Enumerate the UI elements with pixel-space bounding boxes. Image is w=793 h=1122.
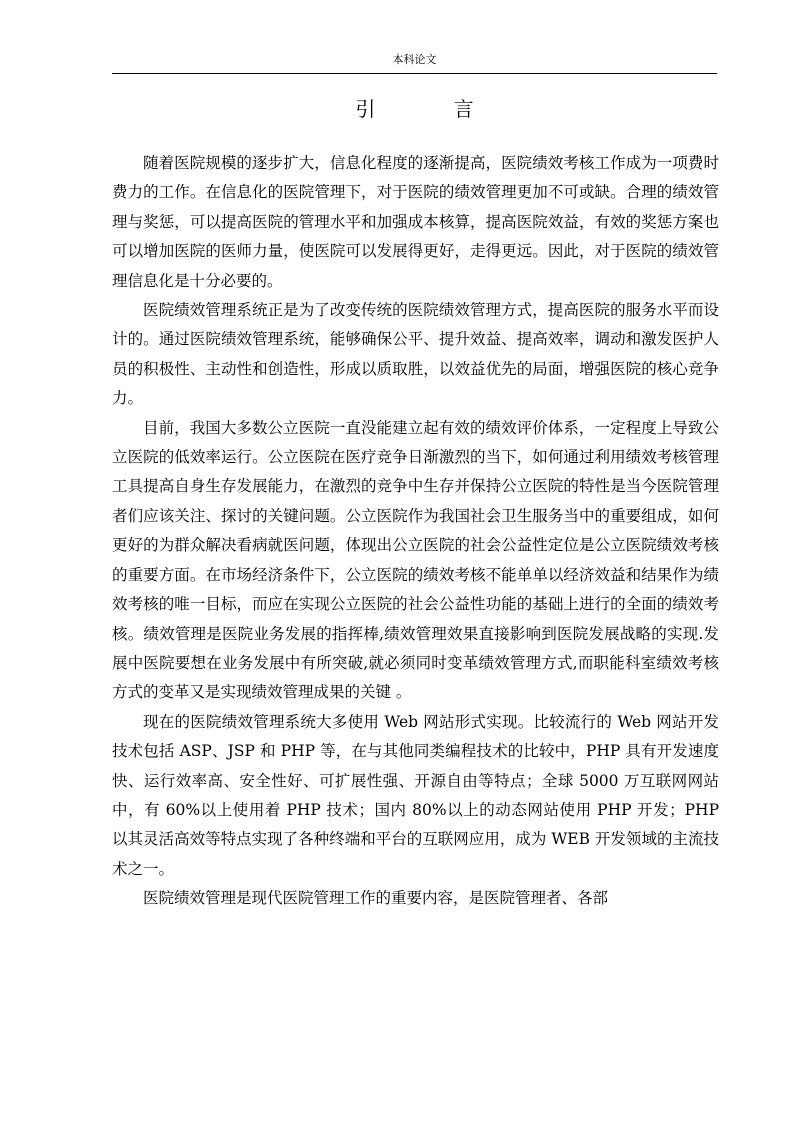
paragraph: 现在的医院绩效管理系统大多使用 Web 网站形式实现。比较流行的 Web 网站开发技术包括 ASP、JSP 和 PHP 等，在与其他同类编程技术的比较中，PHP 具有开发速度快、运行效率高、安全性好、可扩展性强、开源自由等特点；全球 5000 万互联网网站中，有 60%以上使用着 PHP 技术；国内 80%以上的动态网站使用 PHP 开发；PHP 以其灵活高效等特点实现了各种终端和平台的互联网应用，成为 WEB 开发领域的主流技术之一。 (112, 712, 719, 878)
section-title: 引 言 (355, 97, 510, 121)
body-text (112, 149, 719, 914)
paragraph: 医院绩效管理是现代医院管理工作的重要内容，是医院管理者、各部 (143, 889, 609, 908)
running-header: 本科论文 (392, 53, 437, 66)
paragraph: 医院绩效管理系统正是为了改变传统的医院绩效管理方式，提高医院的服务水平而设计的。通过医院绩效管理系统，能够确保公平、提升效益、提高效率，调动和激发医护人员的积极性、主动性和创造性，形成以质取胜，以效益优先的局面，增强医院的核心竞争力。 (112, 301, 719, 408)
header-divider (112, 73, 717, 74)
paragraph: 随着医院规模的逐步扩大，信息化程度的逐渐提高，医院绩效考核工作成为一项费时费力的工作。在信息化的医院管理下，对于医院的绩效管理更加不可或缺。合理的绩效管理与奖惩，可以提高医院的管理水平和加强成本核算，提高医院效益，有效的奖惩方案也可以增加医院的医师力量，使医院可以发展得更好，走得更远。因此，对于医院的绩效管理信息化是十分必要的。 (112, 154, 719, 290)
paragraph: 目前，我国大多数公立医院一直没能建立起有效的绩效评价体系，一定程度上导致公立医院的低效率运行。公立医院在医疗竞争日渐激烈的当下，如何通过利用绩效考核管理工具提高自身生存发展能力，在激烈的竞争中生存并保持公立医院的特性是当今医院管理者们应该关注、探讨的关键问题。公立医院作为我国社会卫生服务当中的重要组成，如何更好的为群众解决看病就医问题，体现出公立医院的社会公益性定位是公立医院绩效考核的重要方面。在市场经济条件下，公立医院的绩效考核不能单单以经济效益和结果作为绩效考核的唯一目标，而应在实现公立医院的社会公益性功能的基础上进行的全面的绩效考核。绩效管理是医院业务发展的指挥棒,绩效管理效果直接影响到医院发展战略的实现.发展中医院要想在业务发展中有所突破,就必须同时变革绩效管理方式,而职能科室绩效考核方式的变革又是实现绩效管理成果的关键 。 (112, 418, 719, 702)
